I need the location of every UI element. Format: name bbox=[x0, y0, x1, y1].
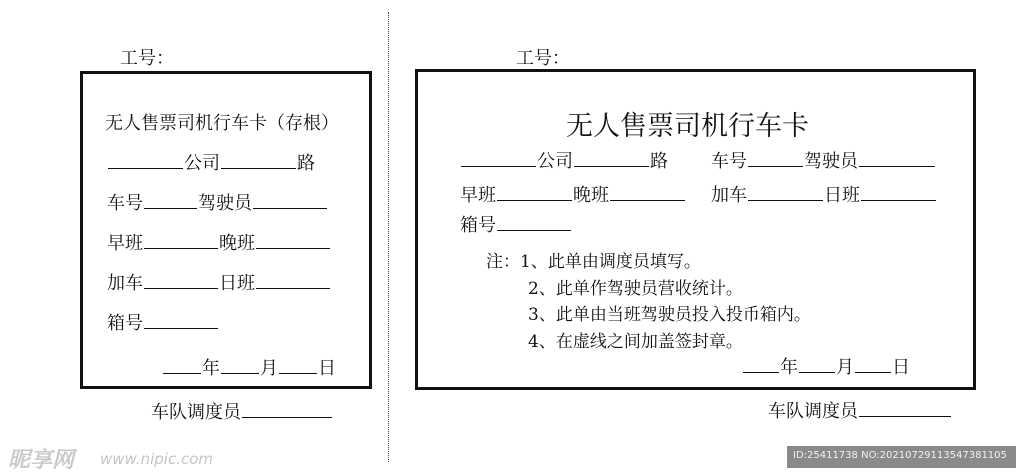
card-morning-label: 早班 bbox=[460, 185, 496, 206]
watermark-id-bar bbox=[787, 446, 1016, 468]
stub-evening-label: 晚班 bbox=[219, 233, 255, 254]
card-extra-label: 加车 bbox=[711, 185, 747, 206]
stub-title: 无人售票司机行车卡（存根） bbox=[105, 113, 339, 134]
stub-road-label: 路 bbox=[297, 153, 315, 174]
card-work-no-label: 工号： bbox=[516, 48, 570, 69]
stub-work-no-label: 工号： bbox=[120, 48, 174, 69]
stub-date-row bbox=[162, 354, 336, 380]
card-note-3: 3、此单由当班驾驶员投入投币箱内。 bbox=[528, 305, 811, 325]
card-dispatcher-label: 车队调度员 bbox=[768, 401, 858, 422]
stub-extra-label: 加车 bbox=[107, 273, 143, 294]
stub-car-row bbox=[107, 189, 328, 215]
card-shift-row bbox=[460, 181, 686, 207]
card-car-no-label: 车号 bbox=[711, 151, 747, 172]
watermark-brand: 昵享网 bbox=[8, 448, 75, 473]
card-evening-label: 晚班 bbox=[573, 185, 609, 206]
card-note-2: 2、此单作驾驶员营收统计。 bbox=[528, 279, 743, 299]
stub-car-no-label: 车号 bbox=[107, 193, 143, 214]
card-company-label: 公司 bbox=[537, 151, 573, 172]
card-date-label: 日 bbox=[892, 357, 910, 378]
card-company-row bbox=[460, 147, 668, 173]
card-note-4: 4、在虚线之间加盖签封章。 bbox=[528, 332, 743, 352]
stub-date-label: 日 bbox=[318, 358, 336, 379]
stub-driver-label: 驾驶员 bbox=[198, 193, 252, 214]
watermark-id-text: ID:25411738 NO:20210729113547381105 bbox=[793, 450, 1007, 461]
card-title: 无人售票司机行车卡 bbox=[566, 111, 809, 142]
perforation-line bbox=[388, 12, 389, 462]
stub-company-row bbox=[107, 149, 315, 175]
stub-box-no-label: 箱号 bbox=[107, 313, 143, 334]
card-date-row bbox=[742, 353, 910, 379]
card-box-row bbox=[460, 211, 572, 237]
stub-shift-row bbox=[107, 229, 331, 255]
stub-box-row bbox=[107, 309, 219, 335]
card-year-label: 年 bbox=[780, 357, 798, 378]
watermark-url: www.nipic.com bbox=[100, 450, 214, 468]
stub-year-label: 年 bbox=[202, 358, 220, 379]
stub-day-label: 日班 bbox=[219, 273, 255, 294]
card-driver-label: 驾驶员 bbox=[804, 151, 858, 172]
card-car-row bbox=[711, 147, 936, 173]
card-extra-row bbox=[711, 181, 937, 207]
stub-company-label: 公司 bbox=[184, 153, 220, 174]
stub-dispatcher-row bbox=[151, 398, 333, 424]
card-day-label: 日班 bbox=[824, 185, 860, 206]
card-box-no-label: 箱号 bbox=[460, 215, 496, 236]
card-month-label: 月 bbox=[836, 357, 854, 378]
stub-extra-row bbox=[107, 269, 331, 295]
card-note-1: 注：1、此单由调度员填写。 bbox=[486, 252, 701, 272]
card-road-label: 路 bbox=[650, 151, 668, 172]
stub-dispatcher-label: 车队调度员 bbox=[151, 402, 241, 423]
stub-month-label: 月 bbox=[260, 358, 278, 379]
card-dispatcher-row bbox=[768, 397, 952, 423]
stub-morning-label: 早班 bbox=[107, 233, 143, 254]
